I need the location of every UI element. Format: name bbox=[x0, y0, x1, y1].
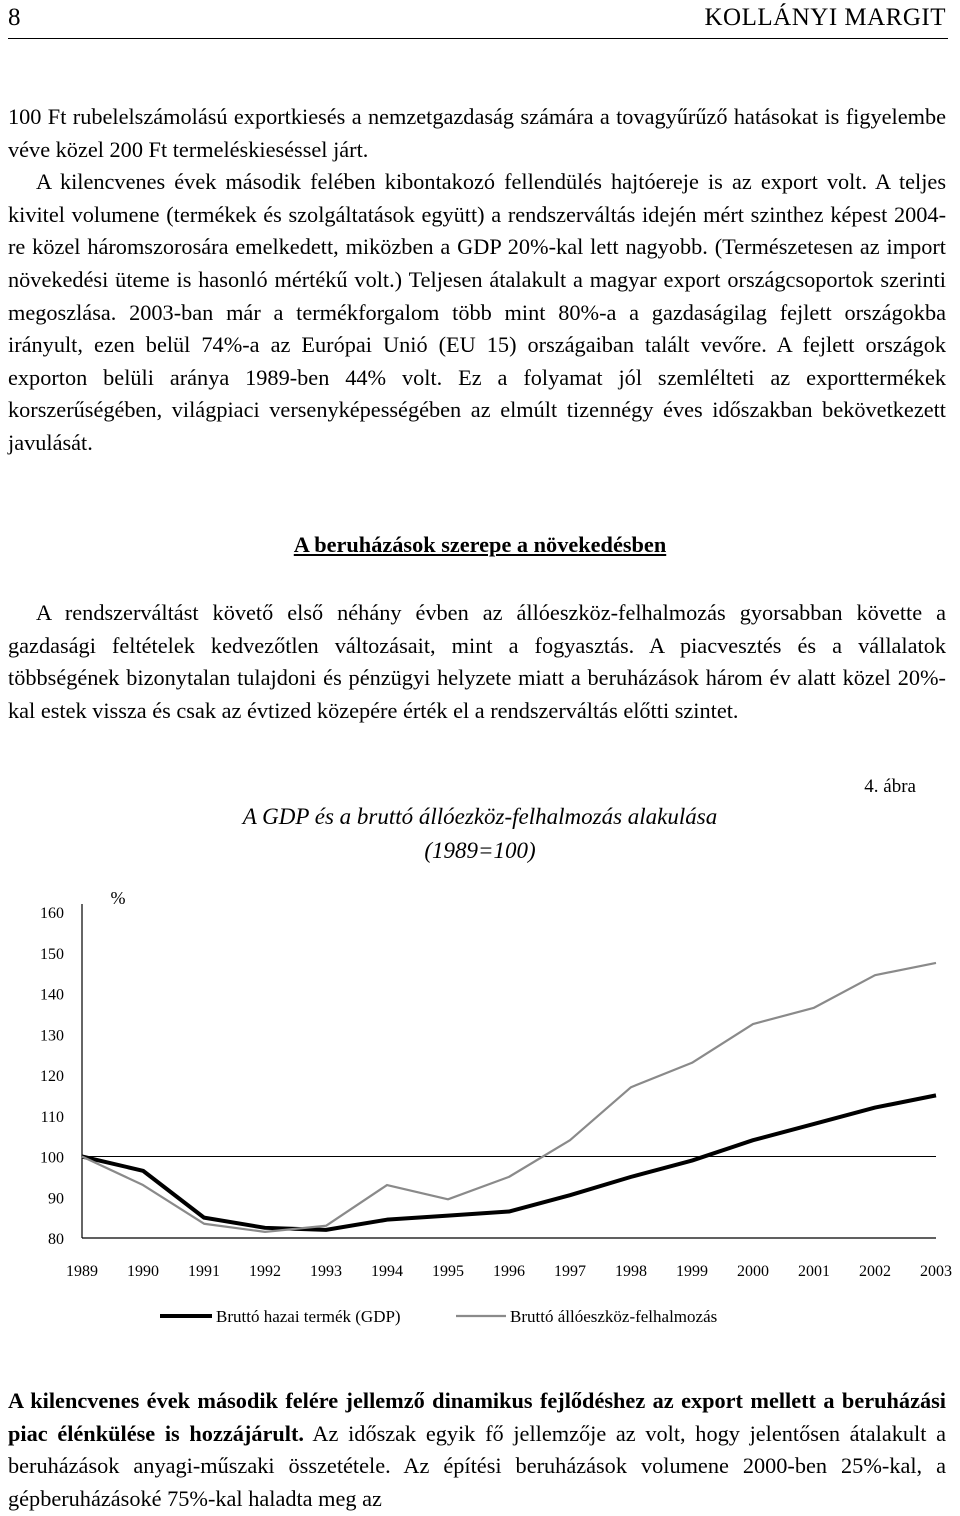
x-tick-label: 1998 bbox=[615, 1263, 647, 1280]
x-tick-label: 2002 bbox=[859, 1263, 891, 1280]
x-tick-label: 1994 bbox=[371, 1263, 403, 1280]
section-title: A beruházások szerepe a növekedésben bbox=[293, 532, 667, 557]
page-number: 8 bbox=[8, 4, 21, 31]
figure-title-line2: (1989=100) bbox=[424, 838, 536, 863]
y-tick-label: 90 bbox=[48, 1190, 64, 1208]
x-tick-label: 2001 bbox=[798, 1263, 830, 1280]
series-line-investment bbox=[82, 963, 936, 1232]
y-tick-label: 120 bbox=[40, 1068, 64, 1085]
page-header bbox=[8, 0, 948, 39]
x-tick-label: 2003 bbox=[920, 1263, 952, 1280]
x-tick-label: 1993 bbox=[310, 1263, 342, 1280]
y-tick-label: 110 bbox=[40, 1108, 64, 1126]
paragraph-text-3: Az időszak egyik fő jellemzője az volt, hogy jelentősen átalakult a beruházások anyagi-műszaki összetétele. Az építési beruházások volumene 2000-ben 25%-kal, a gépberuházásoké 75%-kal haladta meg az bbox=[8, 1420, 946, 1511]
figure-title-line1: A GDP és a bruttó állóezköz-felhalmozás alakulása bbox=[242, 804, 718, 829]
y-tick-label: 130 bbox=[40, 1027, 64, 1045]
paragraph-export bbox=[8, 101, 946, 460]
x-tick-label: 1995 bbox=[432, 1263, 464, 1280]
line-chart bbox=[0, 880, 960, 1350]
series-line-gdp bbox=[82, 1095, 936, 1229]
paragraph-text-1: 100 Ft rubelelszámolású exportkiesés a nemzetgazdaság számára a tovagyűrűző hatásokat is figyelembe véve közel 200 Ft termeléskieséssel járt. bbox=[8, 104, 946, 162]
x-tick-label: 1989 bbox=[66, 1263, 98, 1280]
y-tick-label: 80 bbox=[48, 1231, 64, 1248]
x-tick-label: 1996 bbox=[493, 1263, 525, 1280]
x-tick-label: 1991 bbox=[188, 1263, 220, 1280]
x-tick-label: 1999 bbox=[676, 1263, 708, 1280]
paragraph-bold-lead: A kilencvenes évek második felére jellemző dinamikus fejlődéshez az export mellett a beruházási piac élénkülése is hozzájárult. bbox=[8, 1388, 946, 1446]
x-tick-label: 1992 bbox=[249, 1263, 281, 1280]
legend-label-investment: Bruttó állóeszköz-felhalmozás bbox=[510, 1307, 718, 1326]
paragraph-text-1b: A kilencvenes évek második felében kibontakozó fellendülés hajtóereje is az export volt. A teljes kivitel volumene (termékek és szolgáltatások együtt) a rendszerváltás idején mért szinthez képest 2004-re közel háromszorosára emelkedett, miközben a GDP 20%-kal lett nagyobb. (Természetesen az import növekedési üteme is hasonló mértékű volt.) Teljesen átalakult a magyar export országcsoportok szerinti megoszlása. 2003-ban már a termékforgalom több mint 80%-a a gazdaságilag fejlett országokba irányult, ezen belül 74%-a az Európai Unió (EU 15) országaiban talált vevőre. A fejlett országok exporton belüli aránya 1989-ben 44% volt. Ez a folyamat jól szemlélteti az exporttermékek korszerűségében, világpiaci versenyképességében az elmúlt tizennégy éves időszakban bekövetkezett javulását. bbox=[8, 169, 946, 455]
y-tick-label: 140 bbox=[40, 986, 64, 1004]
legend-label-gdp: Bruttó hazai termék (GDP) bbox=[216, 1307, 401, 1326]
y-axis-label: % bbox=[110, 888, 126, 908]
x-tick-label: 1990 bbox=[127, 1263, 159, 1280]
y-tick-label: 150 bbox=[40, 945, 64, 963]
y-tick-label: 100 bbox=[40, 1149, 64, 1167]
x-tick-label: 1997 bbox=[554, 1263, 586, 1280]
figure-title bbox=[180, 800, 780, 868]
figure-number: 4. ábra bbox=[864, 776, 916, 797]
paragraph-investment bbox=[8, 597, 946, 727]
x-tick-label: 2000 bbox=[737, 1263, 769, 1280]
paragraph-dynamics bbox=[8, 1385, 946, 1515]
y-tick-label: 160 bbox=[40, 905, 64, 922]
running-author: KOLLÁNYI MARGIT bbox=[704, 4, 946, 31]
paragraph-text-2: A rendszerváltást követő első néhány évben az állóeszköz-felhalmozás gyorsabban követte a gazdasági feltételek kedvezőtlen változásait, mint a fogyasztás. A piacvesztés és a vállalatok többségének bizonytalan tulajdoni és pénzügyi helyzete miatt a beruházások három év alatt közel 20%-kal estek vissza és csak az évtized közepére érték el a rendszerváltás előtti szintet. bbox=[8, 600, 946, 723]
